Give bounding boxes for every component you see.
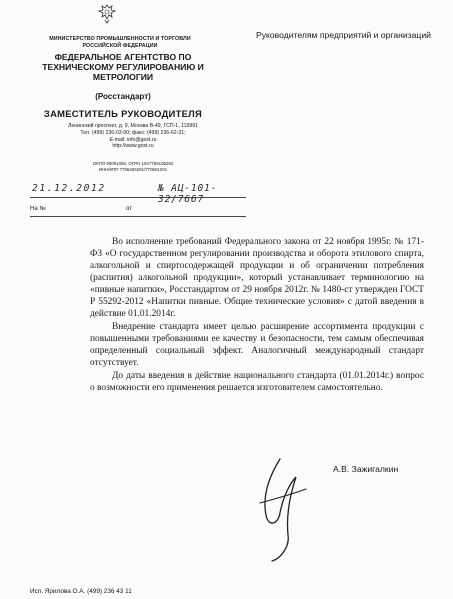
registration-date: 21.12.2012 xyxy=(32,183,106,194)
contact-block xyxy=(58,123,208,150)
addressee: Руководителям предприятий и организаций xyxy=(256,30,431,40)
phone-line: Тел. (499) 236-03-00; факс: (499) 236-62-31; xyxy=(80,129,186,136)
reference-line xyxy=(30,204,246,217)
website-line: http://www.gost.ru xyxy=(112,143,154,150)
position-title: ЗАМЕСТИТЕЛЬ РУКОВОДИТЕЛЯ xyxy=(43,108,203,119)
registry-codes xyxy=(58,161,208,172)
executor-line: Исп. Ярилова О.А. (499) 236 43 11 xyxy=(30,588,132,595)
coat-of-arms-icon xyxy=(96,3,118,25)
signer-name: А.В. Зажигалкин xyxy=(333,464,399,474)
paragraph-2: Внедрение стандарта имеет целью расширение ассортимента продукции с повышенными требованиями ее качеству и безопасности, тем самым обеспечивая определенный социальный эффект. Аналогичный международный стандарт отсутствует. xyxy=(90,322,424,368)
letter-body xyxy=(90,236,424,394)
reference-number-label: На № xyxy=(30,206,46,212)
okpo-line: ОКПО 00091050, ОГРН 1047796105292 xyxy=(92,161,174,166)
email-line: E-mail: info@gost.ru xyxy=(109,136,157,143)
registration-line xyxy=(30,183,246,205)
ministry-name: МИНИСТЕРСТВО ПРОМЫШЛЕННОСТИ И ТОРГОВЛИ РОССИЙСКОЙ ФЕДЕРАЦИИ xyxy=(49,36,191,49)
handwritten-signature xyxy=(250,455,314,565)
inn-line: ИНН/КПП 7706406291/770601001 xyxy=(98,166,168,172)
agency-abbreviation: (Росстандарт) xyxy=(95,92,151,101)
address-line: Ленинский проспект, д. 9, Москва В-49, ГСП-1, 119991 xyxy=(67,123,199,129)
reference-date-label: от xyxy=(126,206,132,212)
agency-name: ФЕДЕРАЛЬНОЕ АГЕНТСТВО ПО ТЕХНИЧЕСКОМУ РЕГУЛИРОВАНИЮ И МЕТРОЛОГИИ xyxy=(42,52,204,82)
paragraph-3: До даты введения в действие национального стандарта (01.01.2014г.) вопрос о возможности его применения решается изготовителем самостоятельно. xyxy=(90,371,424,393)
paragraph-1: Во исполнение требований Федерального закона от 22 ноября 1995г. № 171-ФЗ «О государственном регулировании производства и оборота этилового спирта, алкогольной и спиртосодержащей продукции и об ограничении потребления (распития) алкогольной продукции», который устанавливает терминологию на «пивные напитки», Росстандартом от 29 ноября 2012г. № 1480-ст утвержден ГОСТ Р 55292-2012 «Напитки пивные. Общие технические условия» с датой введения в действие 01.01.2014г. xyxy=(90,237,424,319)
registration-number: № АЦ-101-32/7667 xyxy=(158,183,218,205)
